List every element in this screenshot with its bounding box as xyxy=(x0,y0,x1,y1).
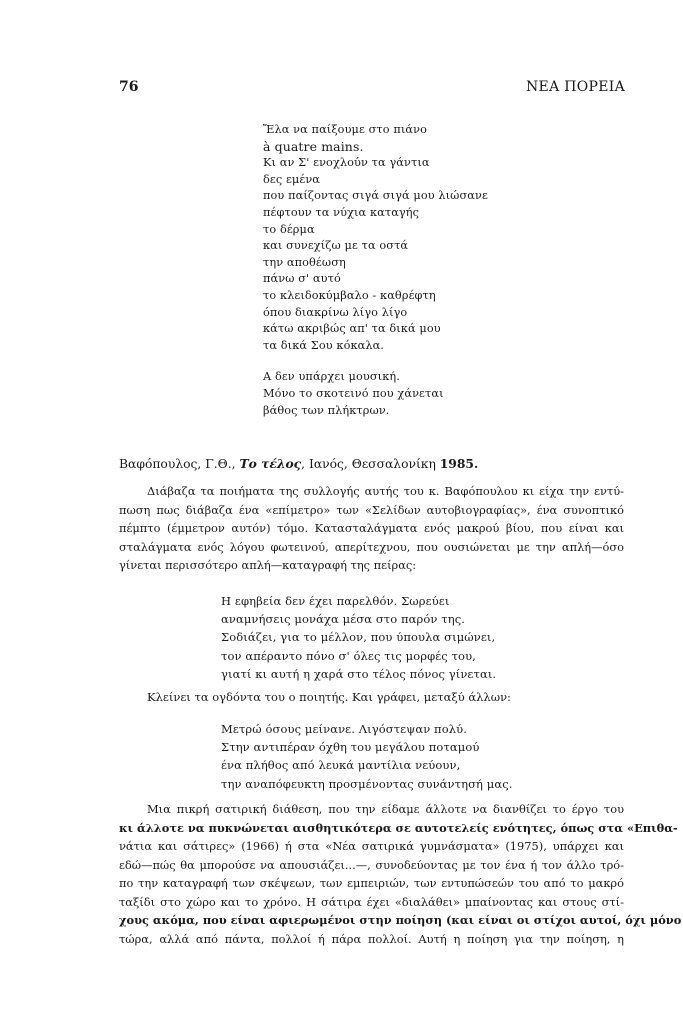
lead-in-sentence: Κλείνει τα ογδόντα του ο ποιητής. Και γράφει, μεταξύ άλλων: xyxy=(147,690,511,704)
poem-line: το κλειδοκύμβαλο - καθρέφτη xyxy=(263,288,436,302)
poem-line: δες εμένα xyxy=(263,172,321,186)
stanza-break xyxy=(263,354,623,369)
citation-author: Βαφόπουλος, Γ.Θ., xyxy=(119,457,240,471)
poem-excerpt xyxy=(263,122,623,419)
poem-line: πάνω σ' αυτό xyxy=(263,272,341,286)
quote-line: ένα πλήθος από λευκά μαντίλια νεύουν, xyxy=(221,758,461,773)
poem-line: το δέρμα xyxy=(263,222,315,236)
poem-line: Μόνο το σκοτεινό που χάνεται xyxy=(263,386,444,400)
quote-line: την αναπόφευκτη προσμένοντας συνάντησή μας. xyxy=(221,776,513,791)
poem-line: κάτω ακριβώς απ' τα δικά μου xyxy=(263,322,441,336)
quote-line: γιατί κι αυτή η χαρά στο τέλος πόνος γίνεται. xyxy=(221,666,497,681)
page-header xyxy=(119,79,625,99)
page-number: 76 xyxy=(119,79,139,95)
poem-line: και συνεχίζω με τα οστά xyxy=(263,239,409,253)
poem-line: à quatre mains. xyxy=(263,138,364,154)
paragraph-line: γίνεται περισσότερο απλή—καταγραφή της πείρας: xyxy=(119,558,417,572)
review-paragraph-2 xyxy=(119,800,682,948)
paragraph-line: χους ακόμα, που είναι αφιερωμένοι στην ποίηση (και είναι οι στίχοι αυτοί, όχι μόνο xyxy=(119,913,682,927)
running-head: ΝΕΑ ΠΟΡΕΙΑ xyxy=(526,79,625,95)
paragraph-line: πέμπτο (έμμετρον αυτόν) τόμο. Κατασταλάγματα ενός μακρού βίου, που είναι και xyxy=(119,521,624,535)
poem-line: βάθος των πλήκτρων. xyxy=(263,403,390,417)
citation-title: Το τέλος xyxy=(239,456,302,471)
quote-line: Σοδιάζει, για το μέλλον, που ύπουλα σιμώνει, xyxy=(221,630,496,645)
poem-line: που παίζοντας σιγά σιγά μου λιώσανε xyxy=(263,189,488,203)
paragraph-line: Μια πικρή σατιρική διάθεση, που την είδαμε άλλοτε να διανθίζει το έργο του xyxy=(147,802,624,816)
quoted-verse-2 xyxy=(221,720,513,793)
citation-publisher: , Ιανός, Θεσσαλονίκη xyxy=(301,457,440,471)
poem-line: όπου διακρίνω λίγο λίγο xyxy=(263,305,408,319)
review-paragraph-1 xyxy=(119,482,624,575)
poem-line: Α δεν υπάρχει μουσική. xyxy=(263,370,400,384)
quote-line: τον απέραντο πόνο σ' όλες τις μορφές του, xyxy=(221,648,476,663)
quote-line: αναμνήσεις μονάχα μέσα στο παρόν της. xyxy=(221,612,466,627)
poem-line: την αποθέωση xyxy=(263,255,346,269)
book-citation xyxy=(119,456,478,471)
poem-line: Ἔλα να παίξουμε στο πιάνο xyxy=(263,123,428,136)
paragraph-line: σταλάγματα ενός λόγου φωτεινού, απερίτεχνου, που ουσιώνεται με την απλή—όσο xyxy=(119,539,624,554)
paragraph-line: τώρα, αλλά από πάντα, πολλοί ή πάρα πολλοί. Αυτή η ποίηση για την ποίηση, η xyxy=(119,931,624,946)
citation-year: 1985. xyxy=(439,456,479,471)
paragraph-line: Διάβαζα τα ποιήματα της συλλογής αυτής του κ. Βαφόπουλου κι είχα την εντύ- xyxy=(147,484,624,498)
paragraph-line: πωση πως διάβαζα ένα «επίμετρο» των «Σελίδων αυτοβιογραφίας», ένα συνοπτικό xyxy=(119,502,624,517)
paragraph-line: ταξίδι στο χώρο και το χρόνο. Η σάτιρα έχει «διαλάθει» μπαίνοντας και στους στί- xyxy=(119,894,624,909)
paragraph-line: νάτια και σάτιρες» (1966) ή στα «Νέα σατιρικά γυμνάσματα» (1975), υπάρχει και xyxy=(119,839,624,853)
quoted-verse-1 xyxy=(221,592,496,683)
poem-line: πέφτουν τα νύχια καταγής xyxy=(263,205,420,219)
quote-line: Μετρώ όσους μείνανε. Λιγόστεψαν πολύ. xyxy=(221,722,467,736)
poem-line: Κι αν Σ' ενοχλούν τα γάντια xyxy=(263,156,430,170)
quote-line: Στην αντιπέραν όχθη του μεγάλου ποταμού xyxy=(221,740,480,755)
quote-line: Η εφηβεία δεν έχει παρελθόν. Σωρεύει xyxy=(221,594,450,608)
paragraph-line: εδώ—πώς θα μπορούσε να απουσιάζει...—, συνοδεύοντας με τον ένα ή τον άλλο τρό- xyxy=(119,857,624,872)
poem-line: τα δικά Σου κόκαλα. xyxy=(263,338,385,352)
paragraph-line: πο την καταγραφή των σκέψεων, των εμπειριών, των εντυπώσεών του από το μακρό xyxy=(119,876,624,890)
paragraph-line: κι άλλοτε να πυκνώνεται αισθητικότερα σε αυτοτελείς ενότητες, όπως στα «Επιθα- xyxy=(119,820,678,835)
